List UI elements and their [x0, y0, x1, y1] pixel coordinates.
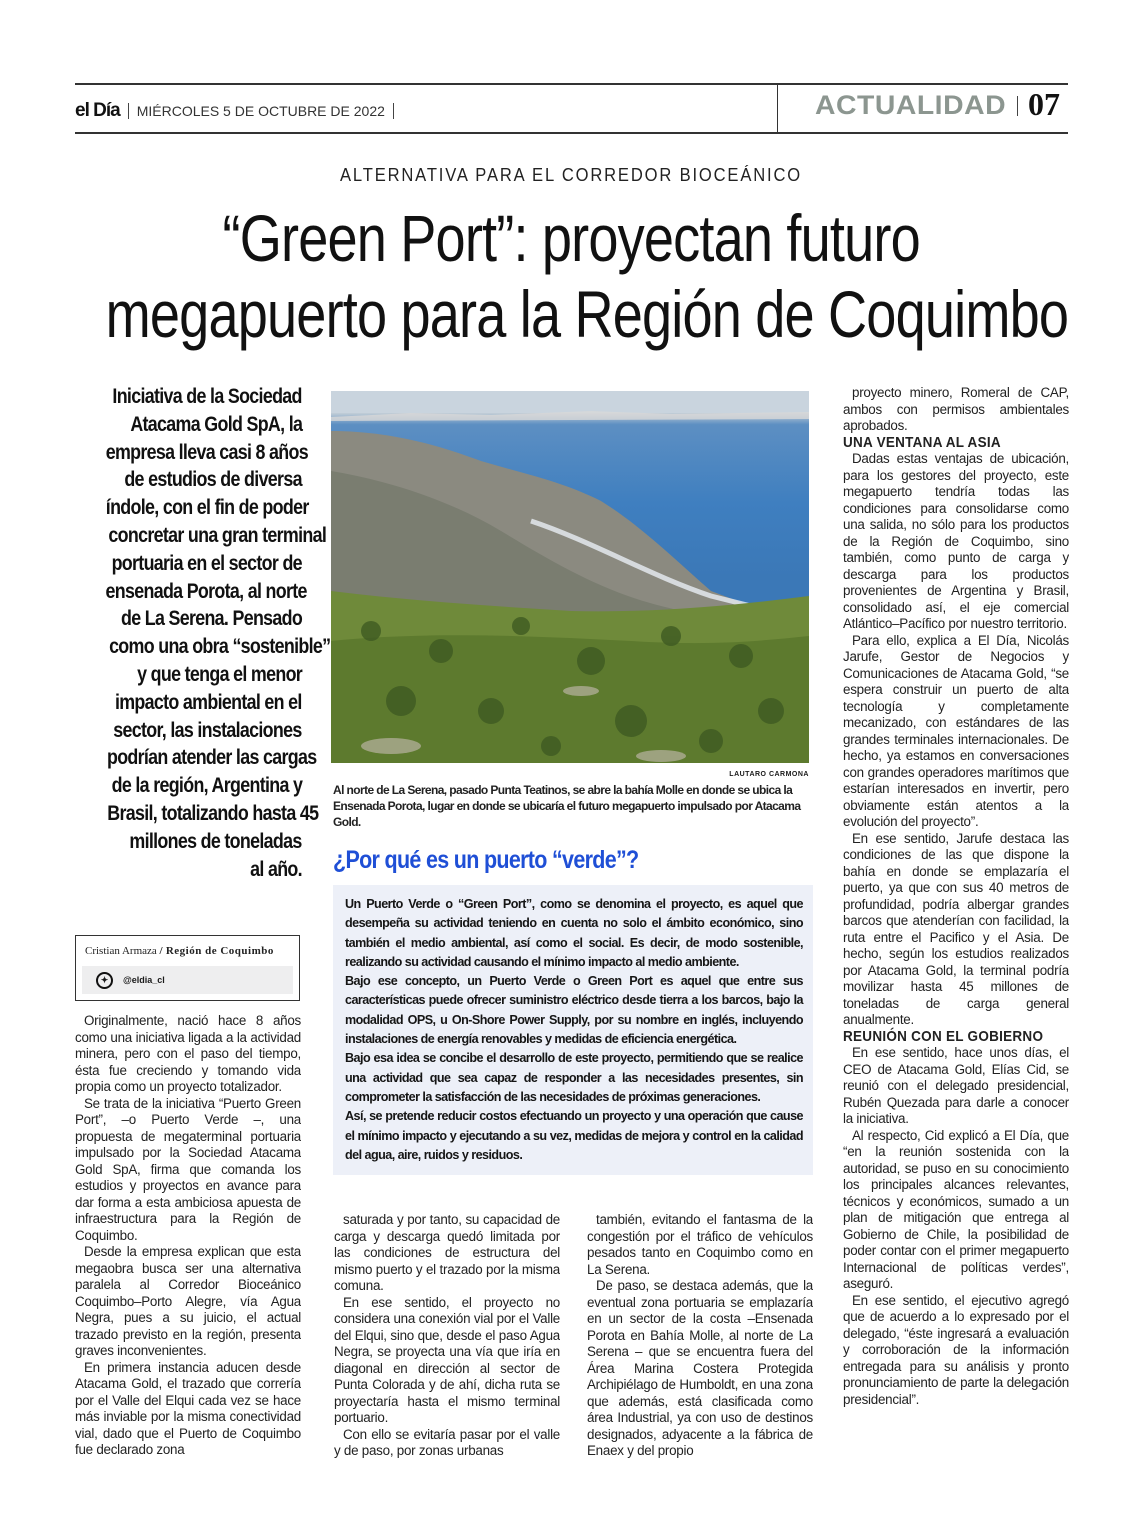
lead-line	[70, 550, 302, 578]
separator	[1017, 96, 1018, 116]
lead-line-text: millones de toneladas	[129, 829, 302, 853]
top-rule	[75, 83, 1068, 85]
body-paragraph: Desde la empresa explican que esta megaobra busca ser una alternativa paralela al Corredor Bioceánico Coquimbo–Porto Alegre, vía Agua Negra, pues a su juicio, el actual trazado previsto en la región, presenta graves inconvenientes.	[75, 1244, 301, 1358]
sidebar-title: ¿Por qué es un puerto “verde”?	[333, 846, 639, 874]
body-paragraph: En ese sentido, el ejecutivo agregó que de acuerdo a lo expresado por el delegado, “éste ingresará a evaluación y corroboración de la información entregada para su análisis y pronto pronunciamiento de parte la delegación presidencial”.	[843, 1292, 1069, 1407]
twitter-handle[interactable]	[82, 966, 293, 994]
coastline-photo	[331, 391, 809, 763]
byline-separator: /	[159, 945, 164, 957]
byline-box	[75, 935, 300, 1001]
lead-paragraph	[70, 383, 331, 883]
lead-line	[70, 439, 308, 467]
body-paragraph: saturada y por tanto, su capacidad de carga y descarga quedó limitada por las condiciones de estructura del mismo puerto y el trazado por la misma comuna.	[334, 1212, 560, 1293]
lead-line-text: índole, con el fin de poder	[105, 496, 309, 520]
body-paragraph: Para ello, explica a El Día, Nicolás Jarufe, Gestor de Negocios y Comunicaciones de Atacama Gold, “se espera construir un puerto de alta tecnología y completamente mecanizado, con estándares de las grandes terminales internacionales. De hecho, ya estamos en conversaciones con grandes operadores marítimos que estarían interesados en invertir, pero obviamente están atentos a la evolución del proyecto”.	[843, 632, 1069, 829]
lead-line	[70, 717, 302, 745]
photo-illustration	[331, 391, 809, 763]
sidebar-paragraph: Un Puerto Verde o “Green Port”, como se denomina el proyecto, es aquel que desempeña su actividad teniendo en cuenta no solo el ámbito económico, sino también el medio ambiental, así como el social. Es decir, de modo sostenible, realizando su actividad causando el mínimo impacto al medio ambiente.	[345, 897, 803, 969]
lead-line	[70, 522, 327, 550]
lead-line-text: ensenada Porota, al norte	[105, 579, 307, 603]
body-paragraph: En ese sentido, el proyecto no considera una conexión vial por el Valle del Elqui, sino que, desde el paso Agua Negra, se proyecta una vía que iría en diagonal en dirección al sector de Punta Colorada y de ahí, dicha ruta se proyectaría hasta el mismo terminal portuario.	[334, 1294, 560, 1425]
sidebar-paragraph: Así, se pretende reducir costos efectuando un proyecto y una operación que cause el mínimo impacto y ejecutando a su vez, medidas de mejora y control en la calidad del agua, aire, ruidos y residuos.	[345, 1109, 803, 1162]
lead-line-text: podrían atender las cargas	[106, 746, 317, 770]
column-4	[843, 385, 1069, 1465]
masthead	[75, 100, 394, 122]
lead-line	[70, 828, 302, 856]
body-paragraph: Se trata de la iniciativa “Puerto Green Port”, –o Puerto Verde –, una propuesta de megaterminal portuaria impulsado por la Sociedad Atacama Gold SpA, firma que comanda los estudios y proyectos en avance para dar forma a esta ambiciosa apuesta de infraestructura para la Región de Coquimbo.	[75, 1095, 301, 1243]
lead-line	[70, 633, 331, 661]
lead-line-text: empresa lleva casi 8 años	[105, 440, 308, 464]
lead-line-text: concretar una gran terminal	[108, 523, 327, 547]
header-divider	[777, 84, 778, 133]
headline-text: megapuerto para la Región de Coquimbo	[105, 277, 1069, 351]
lead-line	[70, 856, 302, 884]
body-paragraph: En ese sentido, Jarufe destaca las condiciones de las que dispone la bahía en donde se emplazaría el puerto, ya que con sus 40 metros de profundidad, podría albergar grandes barcos que atenderían con facilidad, la ruta entre el Pacifico y el Asia. De hecho, según los estudios realizados por Atacama Gold, la terminal podría movilizar hasta 45 millones de toneladas de carga general anualmente.	[843, 830, 1069, 1027]
body-paragraph: De paso, se destaca además, que la eventual zona portuaria se emplazaría en un sector de la costa –Ensenada Porota en Bahía Molle, al norte de La Serena – que se encuentra fuera del Área Marina Costera Protegida Archipiélago de Humboldt, en una zona que además, está clasificada como área Industrial, ya con uso de destinos designados, adyacente a la fábrica de Enaex y del propio	[587, 1278, 813, 1458]
photo-credit: LAUTARO CARMONA	[729, 771, 809, 778]
body-paragraph: Originalmente, nació hace 8 años como una iniciativa ligada a la actividad minera, pero con el paso del tiempo, ésta fue creciendo y tomando vida propia como un proyecto totalizador.	[75, 1013, 301, 1094]
kicker: ALTERNATIVA PARA EL CORREDOR BIOCEÁNICO	[340, 165, 802, 185]
headline-line-1	[0, 201, 1142, 275]
lead-line-text: Brasil, totalizando hasta 45	[107, 801, 319, 825]
lead-line	[70, 578, 307, 606]
section-name: ACTUALIDAD	[815, 90, 1007, 120]
lead-line-text: Iniciativa de la Sociedad	[112, 385, 302, 408]
separator	[128, 103, 129, 119]
lead-line	[70, 466, 302, 494]
lead-line	[70, 661, 302, 689]
issue-date: MIÉRCOLES 5 DE OCTUBRE DE 2022	[136, 103, 385, 119]
lead-line	[70, 744, 317, 772]
subhead-una-ventana-al-asia: UNA VENTANA AL ASIA	[843, 433, 1001, 451]
lead-line-text: de La Serena. Pensado	[120, 607, 302, 631]
lead-line-text: sector, las instalaciones	[113, 718, 302, 742]
column-3	[587, 1212, 813, 1464]
subhead-reunion-con-el-gobierno: REUNIÓN CON EL GOBIERNO	[843, 1027, 1044, 1045]
page-number: 07	[1028, 86, 1060, 122]
body-paragraph: Con ello se evitaría pasar por el valle y de paso, por zonas urbanas	[334, 1426, 560, 1458]
lead-line	[70, 605, 302, 633]
lead-line	[70, 494, 309, 522]
lead-line-text: al año.	[250, 857, 302, 881]
lead-line	[70, 383, 302, 411]
lead-line-text: de la región, Argentina y	[111, 774, 302, 798]
body-paragraph: Dadas estas ventajas de ubicación, para los gestores del proyecto, este megapuerto tendría todas las condiciones para consolidarse como una salida, no sólo para los productos de la Región de Coquimbo, sino también, como punto de carga y descarga para los productos provenientes de Argentina y Brasil, consolidado así, el eje comercial Atlántico–Pacífico por nuestro territorio.	[843, 451, 1069, 631]
lead-line-text: como una obra “sostenible”	[109, 635, 331, 659]
location: Región de Coquimbo	[165, 945, 274, 957]
twitter-handle-text: @eldia_cl	[123, 975, 165, 985]
headline-text: “Green Port”: proyectan futuro	[222, 201, 920, 275]
lead-line	[70, 689, 302, 717]
twitter-icon: ✦	[96, 972, 113, 989]
lead-line-text: impacto ambiental en el	[115, 690, 302, 714]
lead-line	[70, 411, 302, 439]
lead-line-text: portuaria en el sector de	[111, 551, 302, 575]
sidebar-paragraph: Bajo ese concepto, un Puerto Verde o Green Port es aquel que entre sus características puede ofrecer suministro eléctrico desde tierra a los barcos, bajo la modalidad OPS, u On-Shore Power Supply, por su nombre en inglés, incluyendo instalaciones de energía renovables y medidas de eficiencia energética.	[345, 974, 803, 1047]
separator	[393, 103, 394, 119]
body-paragraph: Al respecto, Cid explicó a El Día, que “en la reunión sostenida con la autoridad, se puso en su conocimiento los principales alcances relevantes, técnicos y económicos, sumado a un plan de mitigación que entrega al Gobierno de Chile, la posibilidad de poder contar con el primer megapuerto Internacional de políticas verdes”, aseguró.	[843, 1127, 1069, 1291]
byline	[85, 945, 274, 957]
body-paragraph: En ese sentido, hace unos días, el CEO de Atacama Gold, Elías Cid, se reunió con el delegado presidencial, Rubén Quezada para darle a conocer la iniciativa.	[843, 1045, 1069, 1126]
headline-line-2	[0, 277, 1142, 351]
sidebar-box	[333, 885, 813, 1175]
column-2	[334, 1212, 560, 1464]
lead-line-text: y que tenga el menor	[137, 662, 302, 686]
header-bottom-rule	[75, 132, 1068, 134]
body-paragraph: también, evitando el fantasma de la congestión por el tráfico de vehículos pesados tanto en Coquimbo como en La Serena.	[587, 1212, 813, 1277]
newspaper-logo[interactable]: el Día	[75, 100, 120, 121]
lead-line-text: de estudios de diversa	[124, 468, 302, 492]
photo-caption: Al norte de La Serena, pasado Punta Teatinos, se abre la bahía Molle en donde se ubica la Ensenada Porota, lugar en donde se ubicaría el futuro megapuerto impulsado por Atacama Gold.	[333, 783, 801, 829]
column-1	[75, 1013, 301, 1463]
sidebar-paragraph: Bajo esa idea se concibe el desarrollo de este proyecto, permitiendo que se realice una actividad que sea capaz de responder a las necesidades presentes, sin comprometer la satisfacción de las necesidades de próximas generaciones.	[345, 1051, 803, 1104]
body-paragraph: proyecto minero, Romeral de CAP, ambos con permisos ambientales aprobados.	[843, 385, 1069, 433]
lead-line	[70, 800, 319, 828]
body-paragraph: En primera instancia aducen desde Atacama Gold, el trazado que correría por el Valle del Elqui cada vez se hace más inviable por la misma conectividad vial, dado que el Puerto de Coquimbo fue declarado zona	[75, 1359, 301, 1457]
lead-line	[70, 772, 302, 800]
lead-line-text: Atacama Gold SpA, la	[130, 412, 302, 436]
author: Cristian Armaza	[85, 945, 157, 957]
